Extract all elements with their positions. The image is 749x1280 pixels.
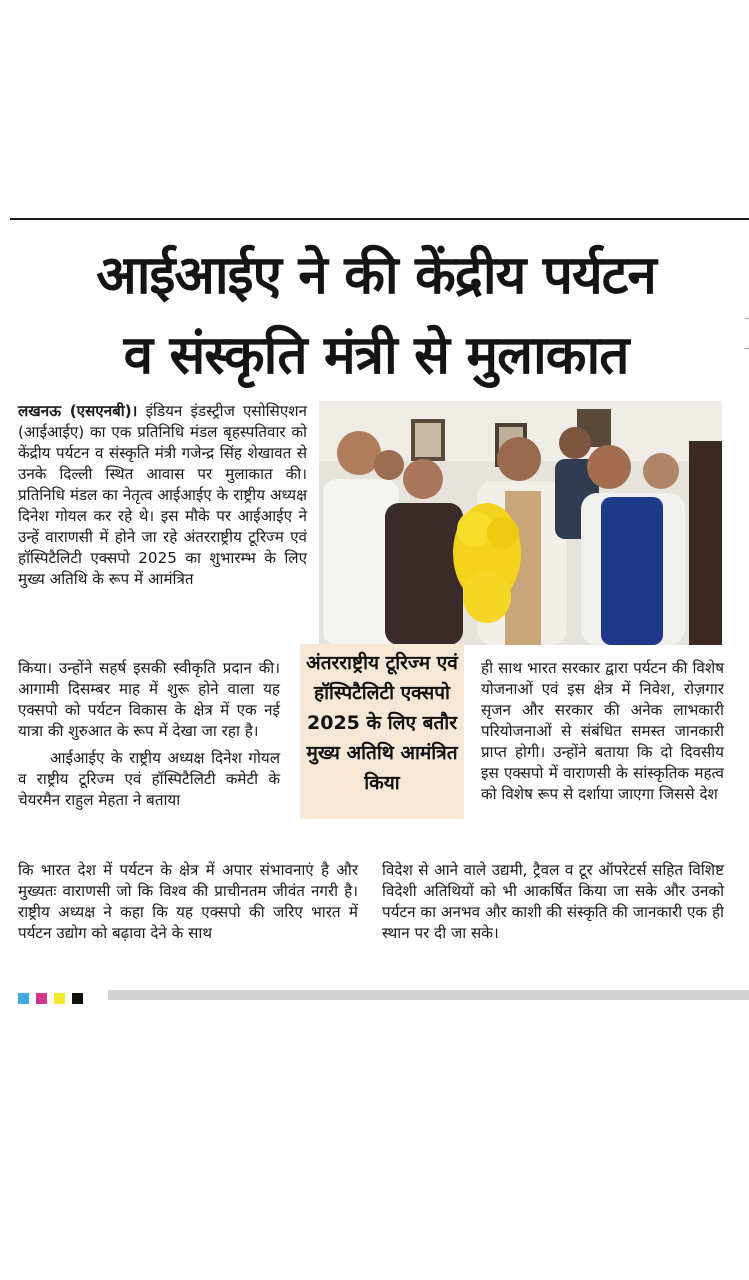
dateline: लखनऊ (एसएनबी)। xyxy=(18,402,138,420)
cyan-swatch xyxy=(18,993,29,1004)
black-swatch xyxy=(72,993,83,1004)
para1-continuation: किया। उन्होंने सहर्ष इसकी स्वीकृति प्रदान की। आगामी दिसम्बर माह में शुरू होने वाला यह एक्सपो को पर्यटन विकास के क्षेत्र में एक नई यात्रा की शुरुआत के रूप में देखा जा रहा है। xyxy=(18,659,280,740)
group-photo-bouquet-icon xyxy=(319,401,722,645)
edge-mark xyxy=(745,348,749,349)
para2-bottom: कि भारत देश में पर्यटन के क्षेत्र में अपार संभावनाएं है और मुख्यतः वाराणसी जो कि विश्व की प्राचीनतम जीवंत नगरी है। राष्ट्रीय अध्यक्ष ने कहा कि यह एक्सपो की जरिए भारत में पर्यटन उद्योग को बढ़ावा देने के साथ xyxy=(18,861,358,942)
headline-line-2: व संस्कृति मंत्री से मुलाकात xyxy=(123,325,629,386)
magenta-swatch xyxy=(36,993,47,1004)
article-column-left-mid xyxy=(18,658,280,811)
para2: आईआईए के राष्ट्रीय अध्यक्ष दिनेश गोयल व राष्ट्रीय टूरिज्म एवं हॉस्पिटैलिटी कमेटी के चेयरमैन राहुल मेहता ने बताया xyxy=(18,749,280,809)
right-column-text: ही साथ भारत सरकार द्वारा पर्यटन की विशेष योजनाओं एवं इस क्षेत्र में निवेश, रोज़गार सृजन और सरकार की अनेक लाभकारी परियोजनाओं से संबंधित समस्त जानकारी प्राप्त होगी। उन्होंने बताया कि दो दिवसीय इस एक्सपो में वाराणसी के सांस्कृतिक महत्व को विशेष रूप से दर्शाया जाएगा जिससे देश xyxy=(481,659,724,803)
news-photo xyxy=(319,401,722,645)
print-color-swatches xyxy=(18,989,90,1008)
para1-lead: इंडियन इंडस्ट्रीज एसोसिएशन (आईआईए) का एक प्रतिनिधि मंडल बृहस्पतिवार को केंद्रीय पर्यटन व संस्कृति मंत्री गजेन्द्र सिंह शेखावत से उनके दिल्ली स्थित आवास पर मुलाकात की। प्रतिनिधि मंडल का नेतृत्व आईआईए के राष्ट्रीय अध्यक्ष दिनेश गोयल कर रहे थे। इस मौके पर आईआईए ने उन्हें वाराणसी में होने जा रहे अंतरराष्ट्रीय टूरिज्म एवं हॉस्पिटैलिटी एक्सपो 2025 का शुभारम्भ के लिए मुख्य अतिथि के रूप में आमंत्रित xyxy=(18,402,307,588)
article-column-right xyxy=(481,658,724,805)
article-column-left-top xyxy=(18,401,307,590)
article-bottom-right xyxy=(382,860,724,944)
right-bottom-text: विदेश से आने वाले उद्यमी, ट्रैवल व टूर ऑपरेटर्स सहित विशिष्ट विदेशी अतिथियों को भी आकर्षित किया जा सके और उनको पर्यटन का अनभव और काशी की संस्कृति की जानकारी एक ही स्थान पर दी जा सके। xyxy=(382,861,724,942)
bottom-gray-bar xyxy=(108,990,749,1000)
yellow-swatch xyxy=(54,993,65,1004)
headline-line-1: आईआईए ने की केंद्रीय पर्यटन xyxy=(96,245,656,306)
pull-quote-box: अंतरराष्ट्रीय टूरिज्म एवं हॉस्पिटैलिटी एक्सपो 2025 के लिए बतौर मुख्य अतिथि आमंत्रित किया xyxy=(300,644,464,819)
article-bottom-left xyxy=(18,860,358,944)
top-rule xyxy=(10,218,749,220)
edge-mark xyxy=(745,318,749,319)
